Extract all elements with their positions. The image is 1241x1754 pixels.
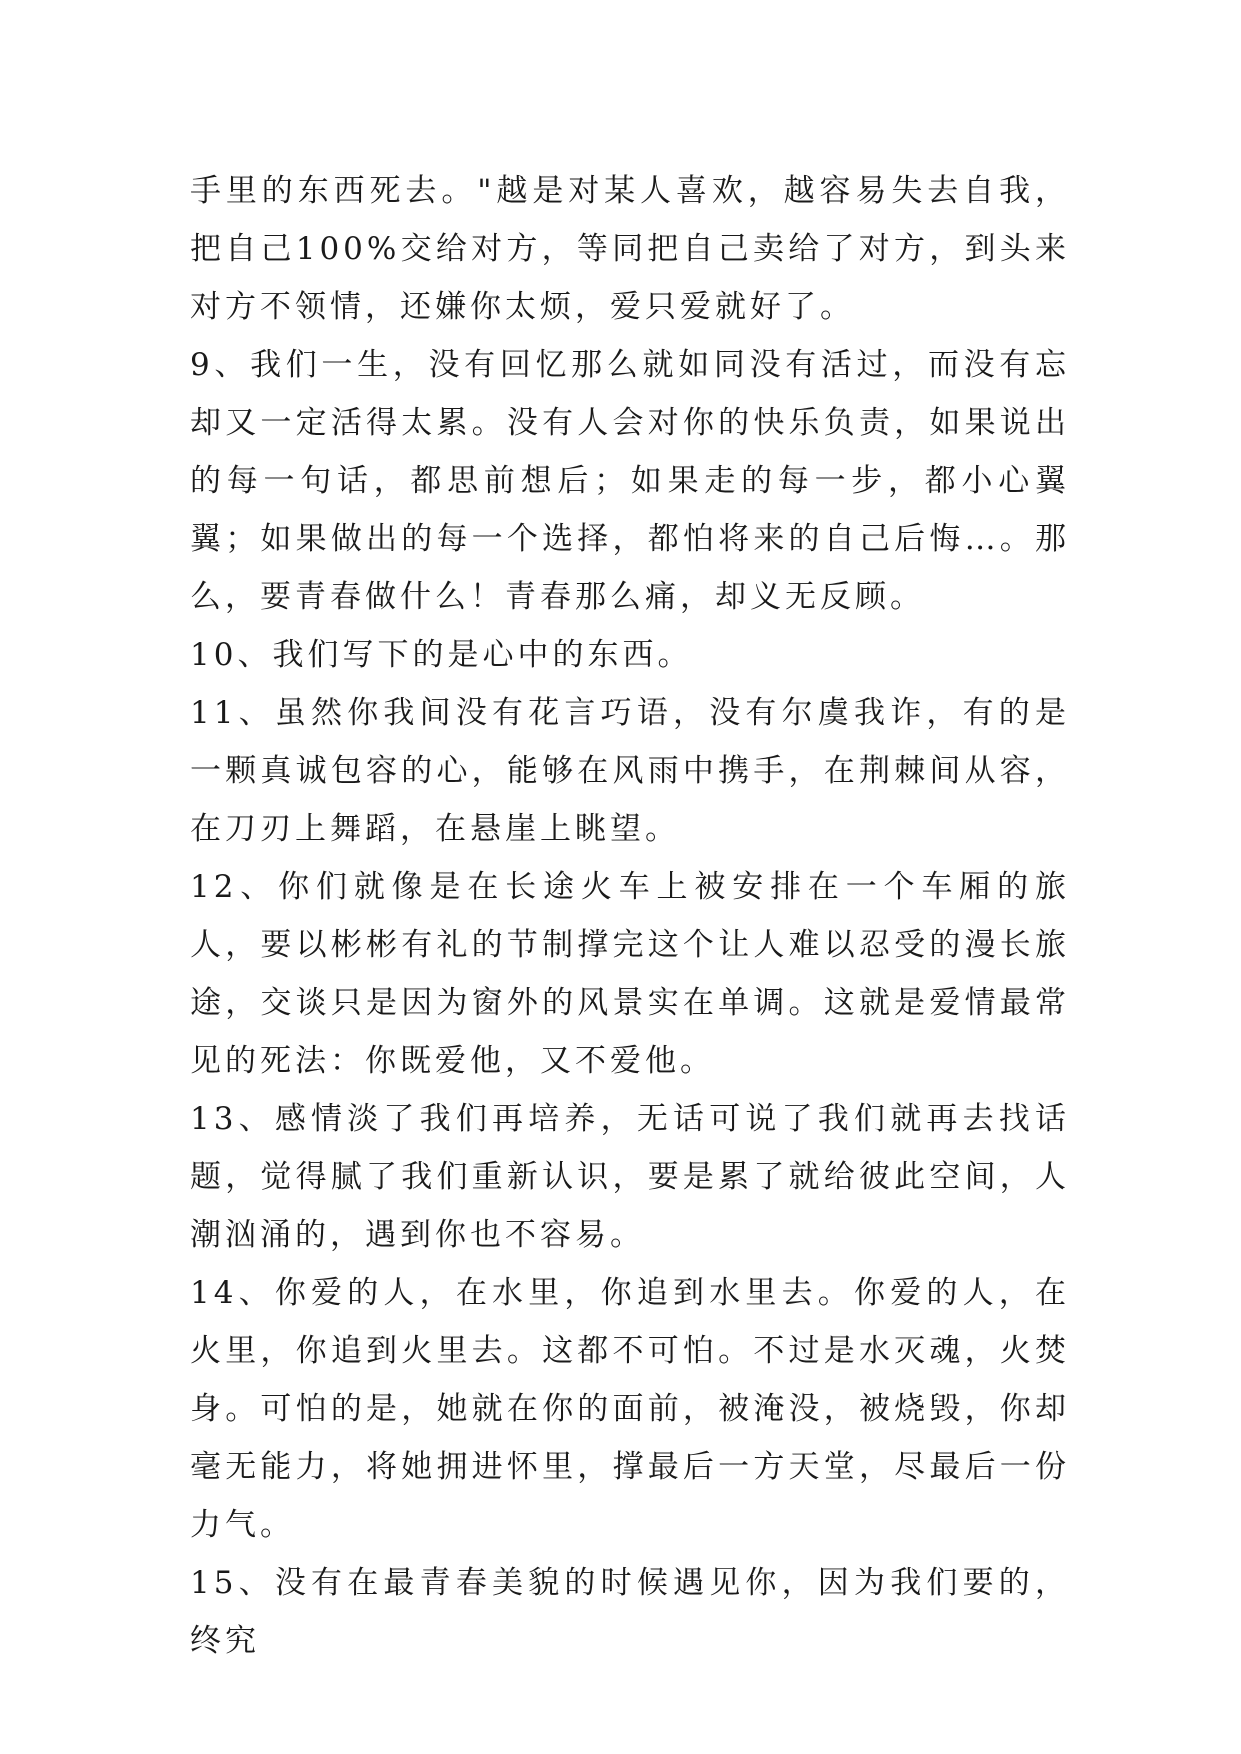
document-body — [190, 162, 1070, 1670]
paragraph-continuation: 手里的东西死去。"越是对某人喜欢，越容易失去自我，把自己100%交给对方，等同把自己卖给了对方，到头来对方不领情，还嫌你太烦，爱只爱就好了。 — [190, 173, 1070, 325]
paragraph-item-14: 14、你爱的人，在水里，你追到水里去。你爱的人，在火里，你追到火里去。这都不可怕。不过是水灭魂，火焚身。可怕的是，她就在你的面前，被淹没，被烧毁，你却毫无能力，将她拥进怀里，撑最后一方天堂，尽最后一份力气。 — [190, 1275, 1070, 1543]
paragraph-item-13: 13、感情淡了我们再培养，无话可说了我们就再去找话题，觉得腻了我们重新认识，要是累了就给彼此空间，人潮汹涌的，遇到你也不容易。 — [190, 1101, 1070, 1253]
paragraph-item-12: 12、你们就像是在长途火车上被安排在一个车厢的旅人，要以彬彬有礼的节制撑完这个让人难以忍受的漫长旅途，交谈只是因为窗外的风景实在单调。这就是爱情最常见的死法：你既爱他，又不爱他。 — [190, 869, 1070, 1079]
paragraph-item-10: 10、我们写下的是心中的东西。 — [190, 637, 693, 673]
paragraph-item-11: 11、虽然你我间没有花言巧语，没有尔虞我诈，有的是一颗真诚包容的心，能够在风雨中携手，在荆棘间从容，在刀刃上舞蹈，在悬崖上眺望。 — [190, 695, 1070, 847]
paragraph-item-15: 15、没有在最青春美貌的时候遇见你，因为我们要的，终究 — [190, 1565, 1070, 1659]
paragraph-item-9: 9、我们一生，没有回忆那么就如同没有活过，而没有忘却又一定活得太累。没有人会对你的快乐负责，如果说出的每一句话，都思前想后；如果走的每一步，都小心翼翼；如果做出的每一个选择，都怕将来的自己后悔…。那么，要青春做什么！青春那么痛，却义无反顾。 — [190, 347, 1070, 615]
